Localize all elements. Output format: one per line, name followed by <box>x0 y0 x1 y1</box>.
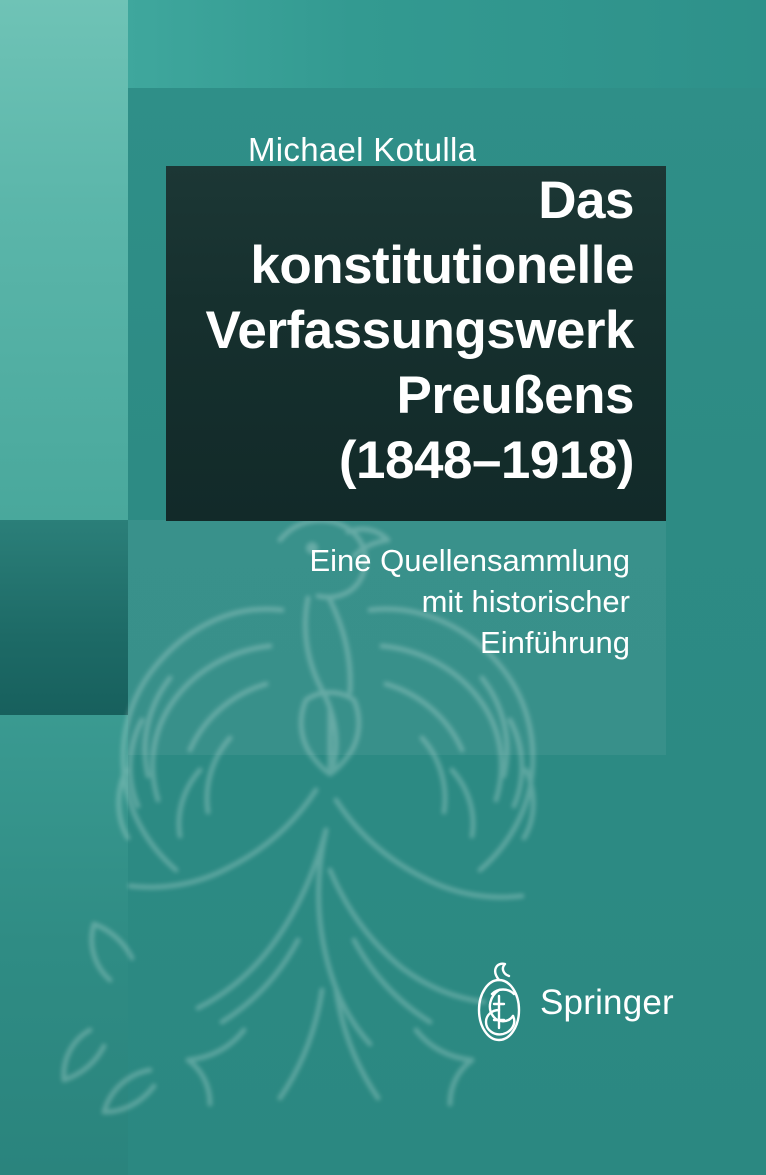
subtitle-line-3: Einführung <box>480 625 630 660</box>
background-band-left-middle <box>0 520 128 715</box>
author-name: Michael Kotulla <box>248 131 477 168</box>
background-band-left-upper <box>0 0 128 520</box>
title-line-3: Verfassungswerk <box>205 301 634 360</box>
subtitle-line-2: mit historischer <box>421 584 630 619</box>
springer-horse-icon <box>470 960 528 1046</box>
title-line-1: Das <box>538 171 634 230</box>
background-band-top-right <box>128 0 766 88</box>
title-line-5: (1848–1918) <box>338 431 634 490</box>
background-band-left-lower <box>0 715 128 1175</box>
title-line-2: konstitutionelle <box>250 236 634 295</box>
book-title <box>166 168 666 493</box>
title-line-4: Preußens <box>396 366 634 425</box>
publisher-name: Springer <box>540 983 674 1022</box>
book-subtitle <box>166 540 666 663</box>
subtitle-line-1: Eine Quellensammlung <box>309 543 630 578</box>
publisher-logo <box>470 960 674 1046</box>
